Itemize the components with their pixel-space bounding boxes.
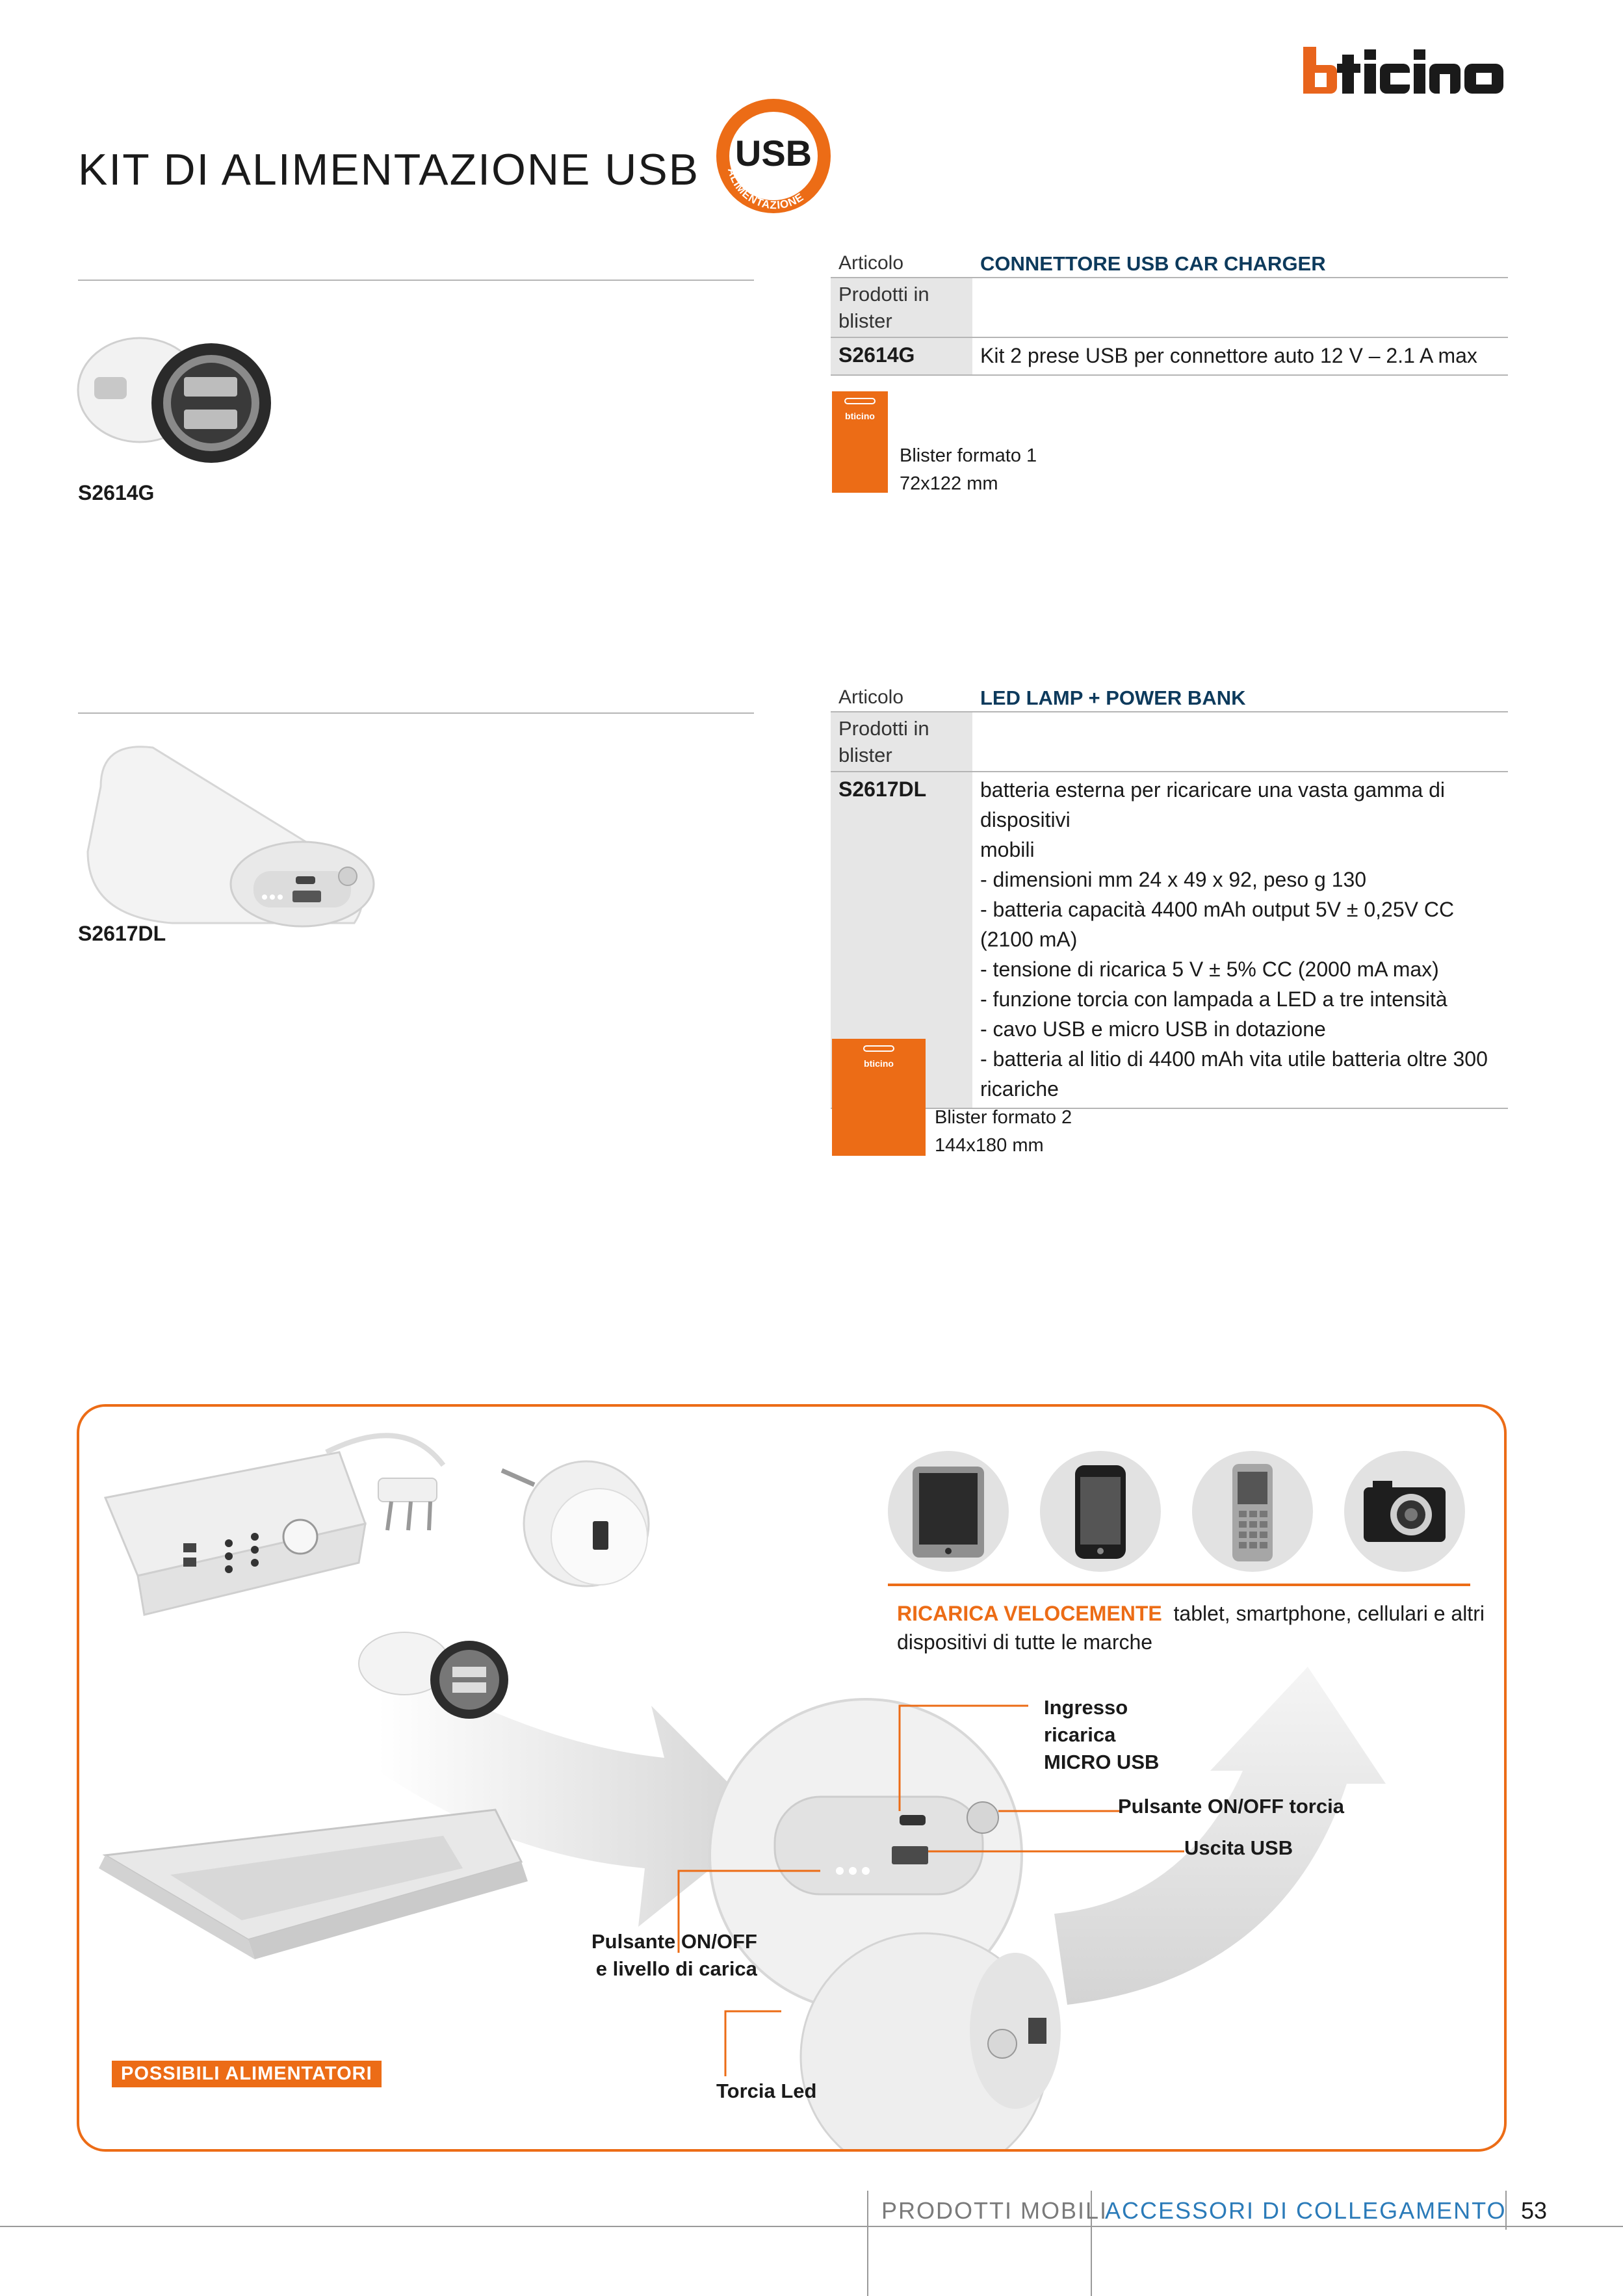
product-code: S2614G (831, 338, 972, 374)
smartphone-icon (1040, 1451, 1161, 1572)
articolo-name: LED LAMP + POWER BANK (980, 686, 1246, 709)
camera-icon (1344, 1451, 1465, 1572)
blister-icon: bticino (832, 391, 888, 493)
prodotti-label: Prodotti in blister (831, 278, 972, 337)
footer-section: PRODOTTI MOBILI (881, 2197, 1108, 2224)
prodotti-label: Prodotti in blister (831, 712, 972, 771)
page-number: 53 (1521, 2197, 1548, 2224)
articolo-label: Articolo (838, 252, 904, 274)
badge-ring-text: ALIMENTAZIONE (725, 166, 807, 212)
callout-torcia-led: Torcia Led (716, 2080, 817, 2102)
footer-category: ACCESSORI DI COLLEGAMENTO (1105, 2197, 1507, 2224)
laptop-image (99, 1810, 528, 1959)
callout-uscita-usb: Uscita USB (1184, 1836, 1293, 1859)
tablet-icon (888, 1451, 1009, 1572)
spec-table-2 (831, 683, 1508, 1109)
callout-pulsante-carica: Pulsante ON/OFF e livello di carica (591, 1930, 757, 1980)
ricarica-text (897, 1599, 1495, 1656)
blister-icon: bticino (832, 1039, 926, 1156)
spec-table-1 (831, 248, 1508, 376)
badge-usb-text: USB (734, 133, 812, 174)
wall-adapter-image (502, 1461, 649, 1586)
product-description: batteria esterna per ricaricare una vasta gamma di dispositivi mobili - dimensioni mm 24 x 49 x 92, peso g 130 - batteria capacità 4400 mAh output 5V ± 0,25V CC (2100 mA) - tensione di ricarica 5 V ± 5% CC (2000 mA max) - funzione torcia con lampada a LED a tre intensità - cavo USB e micro USB in dotazione - batteria al litio di 4400 mAh vita utile batteria oltre 300 ricariche (980, 778, 1488, 1101)
brand-logo (1303, 40, 1511, 99)
product-code-label: S2617DL (78, 922, 166, 945)
articolo-name: CONNETTORE USB CAR CHARGER (980, 252, 1326, 275)
blister-format-text: Blister formato 1 72x122 mm (900, 445, 1037, 494)
callout-ingresso: Ingresso ricarica MICRO USB (1044, 1696, 1160, 1773)
product-code-label: S2614G (78, 481, 155, 504)
bticino-logo (1303, 40, 1511, 99)
possibili-alimentatori-label: POSSIBILI ALIMENTATORI (112, 2061, 382, 2087)
articolo-label: Articolo (838, 686, 904, 708)
ricarica-description: tablet, smartphone, cellulari e altri dispositivi di tutte le marche (897, 1602, 1485, 1654)
car-charger-image (75, 312, 276, 475)
callout-line-torcia-led (725, 2011, 781, 2076)
section-divider (78, 712, 754, 714)
ricarica-divider (888, 1584, 1470, 1586)
callout-pulsante-torcia: Pulsante ON/OFF torcia (1118, 1795, 1344, 1818)
ricarica-highlight: RICARICA VELOCEMENTE (897, 1602, 1162, 1625)
footer-divider (0, 2226, 1623, 2227)
power-strip-image (105, 1435, 443, 1615)
mobile-phone-icon (1192, 1451, 1313, 1572)
product-code: S2617DL (831, 772, 972, 1108)
product-description: Kit 2 prese USB per connettore auto 12 V – 2.1 A max (980, 344, 1477, 367)
usb-alimentazione-badge (708, 91, 838, 221)
section-divider (78, 280, 754, 281)
blister-format-text: Blister formato 2 144x180 mm (935, 1107, 1072, 1156)
footer-vline (867, 2191, 868, 2296)
power-bank-image (75, 735, 383, 949)
page-title: KIT DI ALIMENTAZIONE USB (78, 145, 700, 194)
